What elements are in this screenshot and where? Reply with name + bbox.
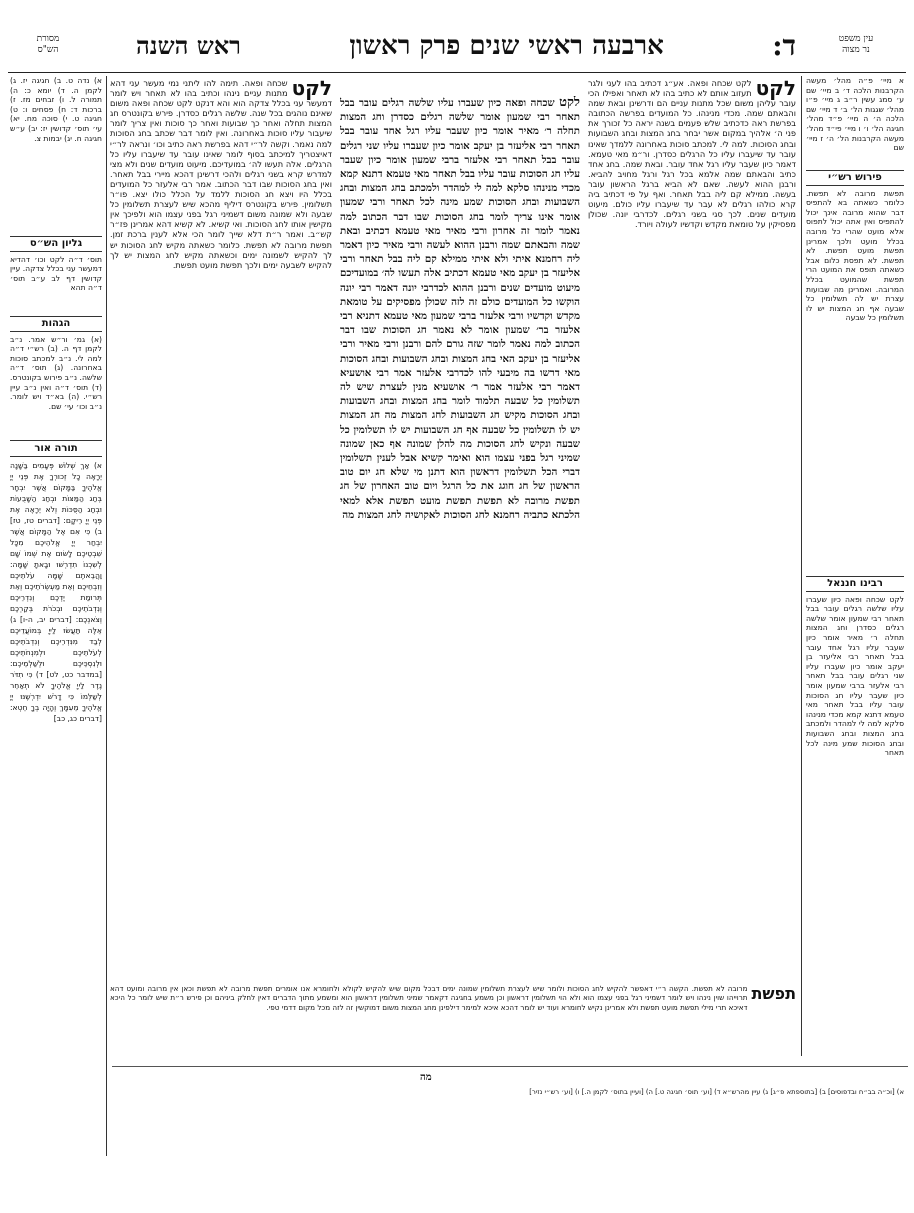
masoret-text: א) נדה ט. ב) חגיגה יז. ג) לקמן ה. ד) יומא כ: ה) תמורה ל. ו) זבחים מז. ז) ברכות ד: ח) פסחים ו: ט) חגיגה ט. י) סוכה מח. יא) עי׳ תוס׳ קדושין יז: יב) ע״ש חגיגה ח. יג) יבמות צ. bbox=[10, 76, 102, 143]
ein-mishpat bbox=[806, 76, 904, 162]
rabbeinu-chananel-text: לקט שכחה ופאה כיון שעברו עליו שלשה רגלים עובר בבל תאחר רבי שמעון אומר שלשה רגלים כסדרן וחג המצות תחלה ר׳ מאיר אומר כיון שעבר עליו רגל אחד עובר בבל תאחר רבי אליעזר בן יעקב אומר כיון שעברו עליו שני רגלים עובר בבל תאחר רבי אלעזר ברבי שמעון אומר כיון שעבר עליו חג הסוכות עובר עליו בבל תאחר מאי טעמא דתנא קמא מכדי מנינהו סלקא למה לי למהדר ולמכתב בחג המצות ובחג השבועות ובחג הסוכות שמע מינה לכל תאחר bbox=[806, 594, 904, 758]
page-number: ד: bbox=[772, 29, 796, 62]
rabbeinu-chananel bbox=[806, 572, 904, 1052]
page-marker: מה bbox=[420, 1072, 432, 1083]
hagahot-title: הגהות bbox=[10, 316, 102, 332]
gemara-opening-word: לקט bbox=[559, 96, 580, 110]
hagahot bbox=[10, 312, 102, 430]
rashi-opening-word: לקט bbox=[755, 78, 796, 100]
tosafot-commentary bbox=[110, 78, 332, 978]
header-rule bbox=[8, 72, 906, 73]
gemara-text: שכחה ופאה כיון שעברו עליו שלשה רגלים עובר בבל תאחר רבי שמעון אומר שלשה רגלים כסדרן וחג המצות תחלה ר׳ מאיר אומר כיון שעבר עליו רגל אחד עובר בבל תאחר רבי אליעזר בן יעקב אומר כיון שעברו עליו שני רגלים עובר בבל תאחר רבי אלעזר ברבי שמעון אומר כיון שעבר עליו חג הסוכות עובר עליו בבל תאחר מאי טעמא דתנא קמא מכדי מנינהו סלקא למה לי למהדר ולמכתב בחג המצות ובחג השבועות ובחג הסוכות שמע מינה לכל תאחר ורבי שמעון אומר אינו צריך לומר בחג הסוכות שבו דבר הכתוב למה נאמר לומר זה אחרון ורבי מאיר מאי טעמא דכתיב ובאת שמה והבאתם שמה ורבנן ההוא לעשה ורבי מאיר כיון דאמר ליה רחמנא איתי ולא איתי ממילא קם ליה בבל תאחר ורבי אליעזר בן יעקב מאי טעמא דכתיב אלה תעשו לה׳ במועדיכם מיעוט מועדים שנים ורבנן ההוא לכדרבי יונה דאמר רבי יונה הוקשו כל המועדים כולם זה לזה שכולן מפסיקים על טומאת מקדש וקדשיו ורבי אלעזר ברבי שמעון מאי טעמא דתניא רבי אלעזר בר׳ שמעון אומר לא נאמר חג הסוכות שבו דבר הכתוב למה נאמר לומר שזה גורם להם ורבנן ורבי מאיר ורבי אליעזר בן יעקב האי בחג המצות ובחג השבועות ובחג הסוכות מאי דרשו בה מיבעי להו לכדרבי אלעזר אמר רבי אושעיא דאמר רבי אלעזר אמר ר׳ אושעיא מנין לעצרת שיש לה תשלומין כל שבעה תלמוד לומר בחג המצות ובחג השבועות ובחג הסוכות מקיש חג השבועות לחג המצות מה חג המצות יש לו תשלומין כל שבעה אף חג השבועות יש לו תשלומין כל שבעה ונקיש לחג הסוכות מה להלן שמונה אף כאן שמונה שמיני רגל בפני עצמו הוא ואימר קשיא אבל לענין תשלומין דברי הכל תשלומין דראשון הוא דתנן מי שלא חג יום טוב הראשון של חג חוגג את כל הרגל ויום טוב האחרון של חג תפשת מרובה לא תפשת תפשת מועט תפשת אלא למאי הלכתא כתביה רחמנא לחג הסוכות לאקושיה לחג המצות מה bbox=[340, 97, 580, 521]
masoret-header: מסורת הש"ס bbox=[36, 34, 60, 55]
gilyon-hashas bbox=[10, 232, 102, 304]
bottom-tosafot-opening: תפשת bbox=[751, 984, 796, 1003]
perush-rashi-side bbox=[806, 166, 904, 566]
gemara-main-text bbox=[340, 96, 580, 976]
ein-mishpat-header: עין משפט נר מצוה bbox=[838, 34, 874, 55]
left-margin-divider bbox=[106, 76, 107, 1156]
tosafot-text: שכחה ופאה. תימה להו ליתני נמי מעשר עני דהא מתנות עניים נינהו וכתיב בהו לא תאחר ויש לומר דמעשר עני בכלל צדקה הוא והא דנקט לקט שכחה ופאה משום שאינם נוהגים בכל שנה. שלשה רגלים כסדרן. פירש בקונטרס חג המצות תחלה ואחר כך שבועות ואחר כך סוכות ואין צריך לומר שיעבור עליו סוכות באחרונה. ואין לומר דבר שכתב בחג הסוכות למה נאמר. וקשה לר״י דהא בפרשת ראה כתיב וכו׳ ונראה לר״י דאיצטריך למיכתב בסוף לומר שאינו עובר עד שיעברו עליו כל הרגלים. אלה תעשו לה׳ במועדיכם. מיעוט מועדים שנים ולא מצי למדרש קרא בשני רגלים ולהכי דרשינן דהכא מיירי בבל תאחר. ואין בחג הסוכות שבו דבר הכתוב. אמר רבי אלעזר כל המועדים בכלל היו ויצא חג הסוכות ללמד על הכלל כולו יצא. פו״ר תשלומין. פירש בקונטרס דיליף מהכא שיש לעצרת תשלומין כל שבעה ולא שמונה משום דשמיני רגל בפני עצמו הוא ולפיכך אין מקישין אותו לחג הסוכות. ואי קשיא. לא קשיא דהא אמרינן פז״ר קש״ב. ואמר ר״ת דלא שייך לומר הכי אלא לענין ברכת זמן. תפשת מרובה לא תפשת. כלומר כשאתה מקיש לחג הסוכות יש לך להקיש לשמונה ימים וכשאתה מקיש לחג המצות יש לך להקיש לשבעה ימים ולכך תפשת מועט תפשת. bbox=[110, 78, 332, 270]
gilyon-title: גליון הש״ס bbox=[10, 236, 102, 252]
bottom-tosafot bbox=[110, 984, 796, 1062]
perush-rashi-text: תפשת מרובה לא תפשת. כלומר כשאתה בא להתפיס דבר שהוא מרובה אינך יכול להתפיס ואין אתה יכול לתפוס אלא מועט שהרי כל מרובה בכלל מועט ולכך אמרינן תפשת מועט תפשת. לא תפשת. לא תפסת כלום אבל כשאתה תופס את המועט הרי תפשת שהמועט בכלל המרובה. ואמרינן מה שבועות עצרת יש לה תשלומין כל שבעה אף חג המצות יש לו תשלומין כל שבעה bbox=[806, 188, 904, 323]
bottom-tosafot-text: מרובה לא תפשת. הקשה ר״י דאפשר להקיש לחג הסוכות ולומר שיש לעצרת תשלומין שמונה ימים דבכל מקום שיש להקיש לקולא ולחומרא אנו אומרים תפשת מרובה לא תפשת וכאן אין מרובה ומועט דהא תרוייהו שוין נינהו ויש לומר דשמיני רגל בפני עצמו הוא ולא הוי תשלומין דראשון וכן משמע בחגיגה דקאמר שמיני תשלומין דראשון הוא ומשמע מתוך הדברים דאין לחלק ביניהם וכן פירש ר״ת שיש לומר כל היכא דאיכא תרי מילי תפשת מועט תפשת ולא אמרינן נקיש לחומרא ועוד יש לומר דהכא איכא למימר דילפינן מחג המצות משום דמוקשין זה לזה מכל מקום דדמי טפי. bbox=[110, 984, 748, 1012]
tractate-title: ראש השנה bbox=[136, 31, 241, 60]
ein-mishpat-text: א מיי׳ פ״ה מהל׳ מעשה הקרבנות הלכה ד׳ ב מיי׳ שם ע׳ סמג עשין ר״ב ג מיי׳ פ״ו מהל׳ שגגות הל׳ ב׳ ד מיי׳ שם הלכה ה׳ ה מיי׳ פ״ד מהל׳ חגיגה הל׳ ו׳ ו מיי׳ פי״ד מהל׳ מעשה הקרבנות הל׳ ה׳ ז מיי׳ שם bbox=[806, 76, 904, 153]
masoret-hashas bbox=[10, 76, 102, 226]
footnotes bbox=[104, 1088, 904, 1198]
rabbeinu-chananel-title: רבינו חננאל bbox=[806, 576, 904, 592]
bottom-rule bbox=[112, 1066, 908, 1067]
footnotes-text: א) [וכ״ה בב״ח ובדפוסים] ב) [בתוספתא פ״ג] ג) עיין מהרש״א ד) [וע׳ תוס׳ חגיגה ט.] ה) [ועיין בתוס׳ לקמן ה.] ו) [וע׳ רש״י נזיר] bbox=[529, 1088, 904, 1096]
torah-or bbox=[10, 436, 102, 1126]
rashi-commentary bbox=[588, 78, 796, 838]
hagahot-text: (א) גמ׳ ור״ש אמר. נ״ב לקמן דף ה. (ב) רש״י ד״ה למה לי. נ״ב למכתב סוכות באחרונה. (ג) תוס׳ ד״ה שלשה. נ״ב פירוש בקונטרס. (ד) תוס׳ ד״ה ואין נ״ב עיין רש״י. (ה) בא״ד ויש לומר. נ״ב וכו׳ עי׳ שם. bbox=[10, 334, 102, 411]
torah-or-title: תורה אור bbox=[10, 440, 102, 457]
torah-or-text: א) אַךְ שְׁלוֹשׁ פְּעָמִים בַּשָּׁנָה יֵרָאֶה כָל זְכוּרְךָ אֶת פְּנֵי יְיָ אֱלֹהֶיךָ בַּמָּקוֹם אֲשֶׁר יִבְחָר בְּחַג הַמַּצּוֹת וּבְחַג הַשָּׁבֻעוֹת וּבְחַג הַסֻּכּוֹת וְלֹא יֵרָאֶה אֶת פְּנֵי יְיָ רֵיקָם: [דברים טז, טז] ב) כִּי אִם אֶל הַמָּקוֹם אֲשֶׁר יִבְחַר יְיָ אֱלֹהֵיכֶם מִכָּל שִׁבְטֵיכֶם לָשׂוּם אֶת שְׁמוֹ שָׁם לְשִׁכְנוֹ תִדְרְשׁוּ וּבָאתָ שָּׁמָּה: וַהֲבֵאתֶם שָׁמָּה עֹלֹתֵיכֶם וְזִבְחֵיכֶם וְאֵת מַעְשְׂרֹתֵיכֶם וְאֵת תְּרוּמַת יֶדְכֶם וְנִדְרֵיכֶם וְנִדְבֹתֵיכֶם וּבְכֹרֹת בְּקַרְכֶם וְצֹאנְכֶם: [דברים יב, ה-ו] ג) אֵלֶּה תַּעֲשׂוּ לַייָ בְּמוֹעֲדֵיכֶם לְבַד מִנִּדְרֵיכֶם וְנִדְבֹתֵיכֶם לְעֹלֹתֵיכֶם וּלְמִנְחֹתֵיכֶם וּלְנִסְכֵּיכֶם וּלְשַׁלְמֵיכֶם: [במדבר כט, לט] ד) כִּי תִדֹּר נֶדֶר לַייָ אֱלֹהֶיךָ לֹא תְאַחֵר לְשַׁלְּמוֹ כִּי דָרֹשׁ יִדְרְשֶׁנּוּ יְיָ אֱלֹהֶיךָ מֵעִמָּךְ וְהָיָה בְךָ חֵטְא: [דברים כג, כב] bbox=[10, 461, 102, 723]
tosafot-opening-word: לקט bbox=[291, 78, 332, 100]
right-margin-divider bbox=[801, 76, 802, 1056]
chapter-title: ארבעה ראשי שנים פרק ראשון bbox=[349, 31, 664, 61]
page-title bbox=[136, 28, 796, 64]
gilyon-text: תוס׳ ד״ה לקט וכו׳ דהדיא דמעשר עני בכלל צדקה. עיין קדושין דף לב ע״ב תוס׳ ד״ה תהא bbox=[10, 254, 102, 293]
perush-rashi-title: פירוש רש״י bbox=[806, 170, 904, 186]
rashi-text: לקט שכחה ופאה. אע״ג דכתיב בהו לעני ולגר תעזוב אותם לא כתיב בהו לא תאחר ואפילו הכי עובר עליהן משום שכל מתנות עניים הם ודרשינן ובאת שמה והבאתם שמה. מכדי מנינהו. כל המועדים בפרשה הכתובה בפרשת ראה כדכתיב שלש פעמים בשנה יראה כל זכורך את פני ה׳ אלהיך במקום אשר יבחר בחג המצות ובחג השבועות ובחג הסוכות. למה לי. למכתב סוכות באחרונה ללמדך שאינו עובר עד שיעברו עליו כל הרגלים כסדרן. ור״מ מאי טעמא. דאמר כיון שעבר עליו רגל אחד עובר. ובאת שמה. בחג אחד כתיב והבאתם שמה אלמא בכל רגל ורגל מחויב להביא. ורבנן ההוא לעשה. שאם לא הביא ברגל הראשון עובר בעשה. ממילא קם ליה בבל תאחר. ואף על פי דכתיב ביה קרא כולהו רגלים לא עבר עד שיעברו עליו כולם. מיעוט מועדים שנים. לכך סגי בשני רגלים. לכדרבי יונה. שכולן מפסיקין על טומאת מקדש וקדשיו לעולה ויורד. bbox=[588, 78, 796, 230]
page-header bbox=[0, 28, 914, 72]
